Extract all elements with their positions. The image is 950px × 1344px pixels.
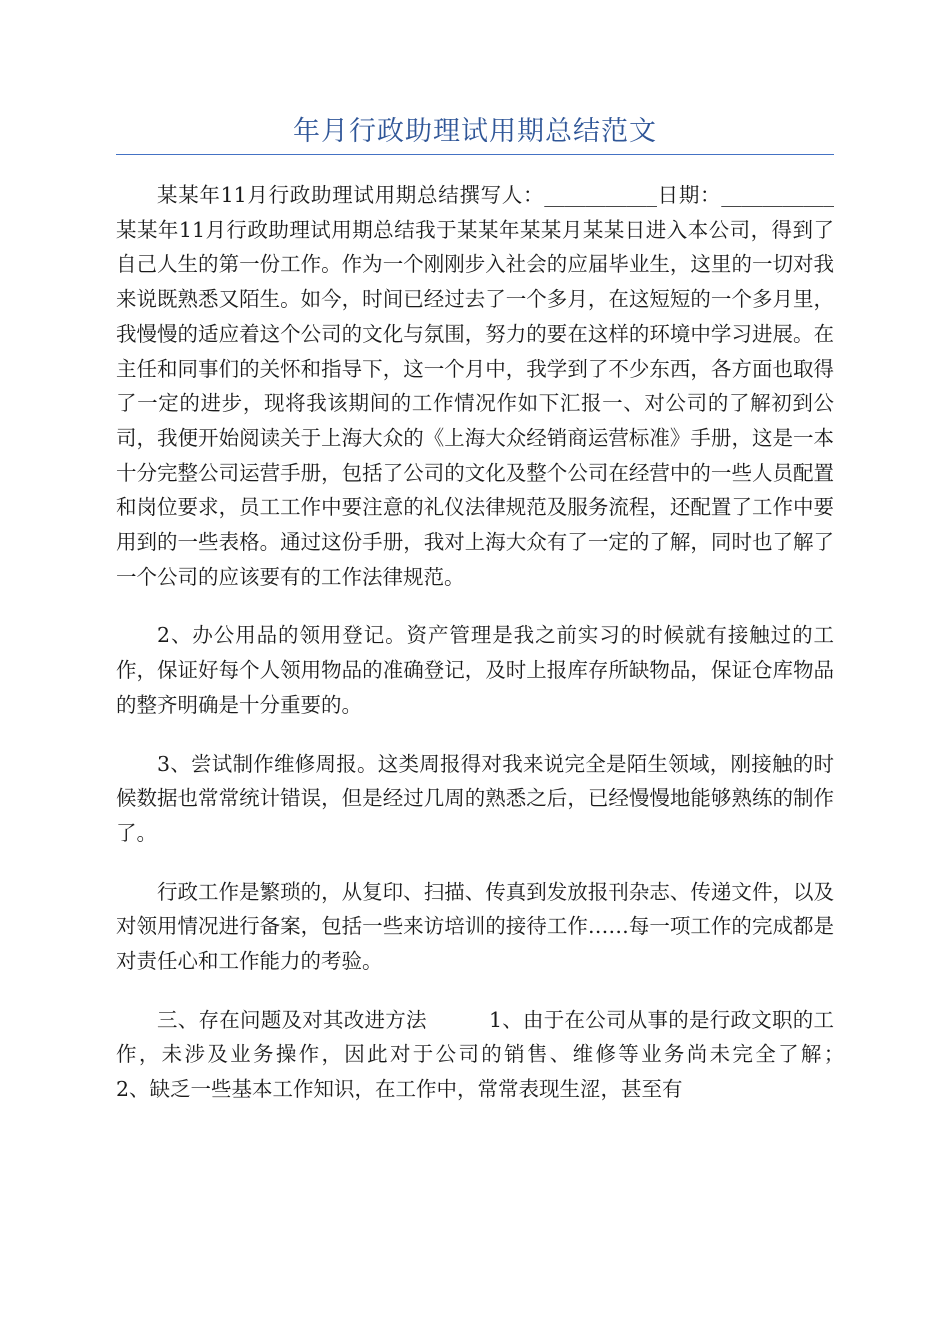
paragraph-admin-work: 行政工作是繁琐的，从复印、扫描、传真到发放报刊杂志、传递文件，以及对领用情况进行备案，包括一些来访培训的接待工作……每一项工作的完成都是对责任心和工作能力的考验。 (116, 879, 834, 974)
document-body (116, 178, 896, 1107)
paragraph-repair-report: 3、尝试制作维修周报。这类周报得对我来说完全是陌生领域，刚接触的时候数据也常常统计错误，但是经过几周的熟悉之后，已经慢慢地能够熟练的制作了。 (116, 751, 834, 845)
paragraph-office-supplies: 2、办公用品的领用登记。资产管理是我之前实习的时候就有接触过的工作，保证好每个人领用物品的准确登记，及时上报库存所缺物品，保证仓库物品的整齐明确是十分重要的。 (116, 623, 834, 717)
paragraph-intro: 某某年11月行政助理试用期总结撰写人：___________日期：___________某某年11月行政助理试用期总结我于某某年某某月某某日进入本公司，得到了自己人生的第一份工作。作为一个刚刚步入社会的应届毕业生，这里的一切对我来说既熟悉又陌生。如今，时间已经过去了一个多月，在这短短的一个多月里，我慢慢的适应着这个公司的文化与氛围，努力的要在这样的环境中学习进展。在主任和同事们的关怀和指导下，这一个月中，我学到了不少东西，各方面也取得了一定的进步，现将我该期间的工作情况作如下汇报一、对公司的了解初到公司，我便开始阅读关于上海大众的《上海大众经销商运营标准》手册，这是一本十分完整公司运营手册，包括了公司的文化及整个公司在经营中的一些人员配置和岗位要求，员工工作中要注意的礼仪法律规范及服务流程，还配置了工作中要用到的一些表格。通过这份手册，我对上海大众有了一定的了解，同时也了解了一个公司的应该要有的工作法律规范。 (116, 183, 834, 589)
title-underline (116, 154, 834, 155)
document-title: 年月行政助理试用期总结范文 (293, 116, 657, 147)
paragraph-problems: 三、存在问题及对其改进方法 1、由于在公司从事的是行政文职的工作，未涉及业务操作，因此对于公司的销售、维修等业务尚未完全了解； 2、缺乏一些基本工作知识，在工作中，常常表现生涩，甚至有 (116, 1007, 896, 1102)
